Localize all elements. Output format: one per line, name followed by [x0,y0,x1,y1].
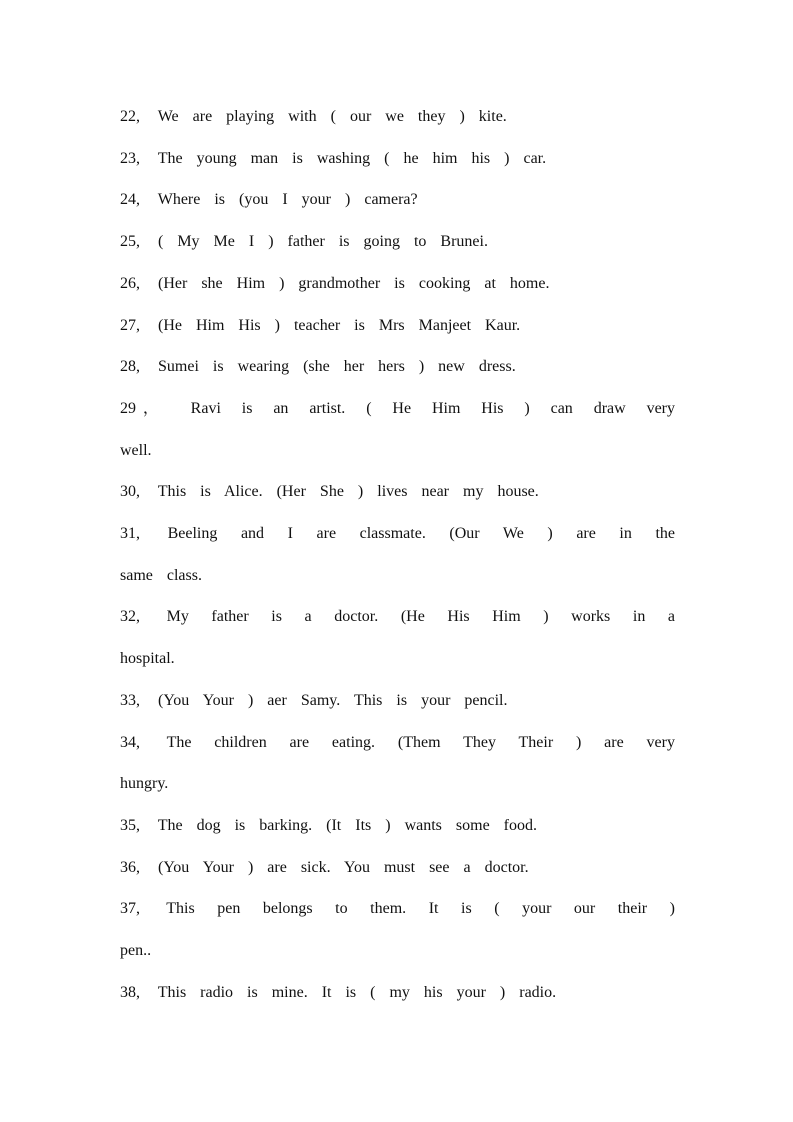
exercise-item-30 [120,471,675,513]
exercise-item-33 [120,680,675,722]
exercise-item-22 [120,96,675,138]
exercise-item-34 [120,722,675,805]
exercise-item-32 [120,596,675,679]
item-text: The young man is washing ( he him his ) car. [157,149,547,167]
item-line-2: same class. [120,566,202,584]
exercise-item-24 [120,179,675,221]
item-line-2: well. [120,441,152,459]
item-line-2: hungry. [120,775,169,793]
exercise-item-35 [120,805,675,847]
item-number: 27, [120,316,140,334]
exercise-item-31 [120,513,675,596]
exercise-item-29 [120,388,675,471]
item-number: 31, [120,525,140,543]
item-number: 25, [120,233,140,251]
item-number: 34, [120,733,140,751]
item-text: This is Alice. (Her She ) lives near my house. [157,483,539,501]
item-text: (He Him His ) teacher is Mrs Manjeet Kaur. [158,316,521,334]
exercise-item-25 [120,221,675,263]
item-number: 35, [120,816,140,834]
item-number: 33, [120,691,140,709]
item-number: 29， [120,399,166,417]
exercise-item-28 [120,346,675,388]
exercise-item-36 [120,847,675,889]
item-number: 38, [120,983,140,1001]
exercise-item-37 [120,888,675,971]
item-text: (You Your ) aer Samy. This is your pencil. [158,691,508,709]
exercise-item-26 [120,263,675,305]
item-text: My father is a doctor. (He His Him ) works in a [166,608,676,626]
item-text: (You Your ) are sick. You must see a doctor. [158,858,529,876]
item-line-1 [120,888,675,930]
item-text: The dog is barking. (It Its ) wants some food. [157,816,537,834]
item-text: Where is (you I your ) camera? [157,191,418,209]
item-text: ( My Me I ) father is going to Brunei. [158,233,488,251]
item-text: Beeling and I are classmate. (Our We ) are in the [167,525,676,543]
item-text: This radio is mine. It is ( my his your ) radio. [157,983,557,1001]
item-text: This pen belongs to them. It is ( your our their ) [166,900,675,918]
exercise-item-38 [120,972,675,1014]
item-line-1 [120,388,675,430]
item-number: 28, [120,358,140,376]
exercise-item-23 [120,138,675,180]
item-number: 23, [120,149,140,167]
item-number: 22, [120,108,140,125]
item-number: 24, [120,191,140,209]
item-line-2: pen.. [120,942,152,960]
item-number: 36, [120,858,140,876]
item-text: (Her she Him ) grandmother is cooking at home. [158,274,550,292]
exercise-item-27 [120,305,675,347]
item-text: We are playing with ( our we they ) kite. [157,108,507,125]
item-text: The children are eating. (Them They Their ) are very [166,733,675,751]
item-text: Ravi is an artist. ( He Him His ) can draw very [190,399,675,417]
item-line-1 [120,596,675,638]
item-number: 37, [120,900,140,918]
item-text: Sumei is wearing (she her hers ) new dress. [158,358,516,376]
item-number: 26, [120,274,140,292]
exercise-list [120,96,675,1013]
item-line-1 [120,513,675,555]
item-number: 32, [120,608,140,626]
item-number: 30, [120,483,140,501]
item-line-1 [120,722,675,764]
item-line-2: hospital. [120,650,175,668]
